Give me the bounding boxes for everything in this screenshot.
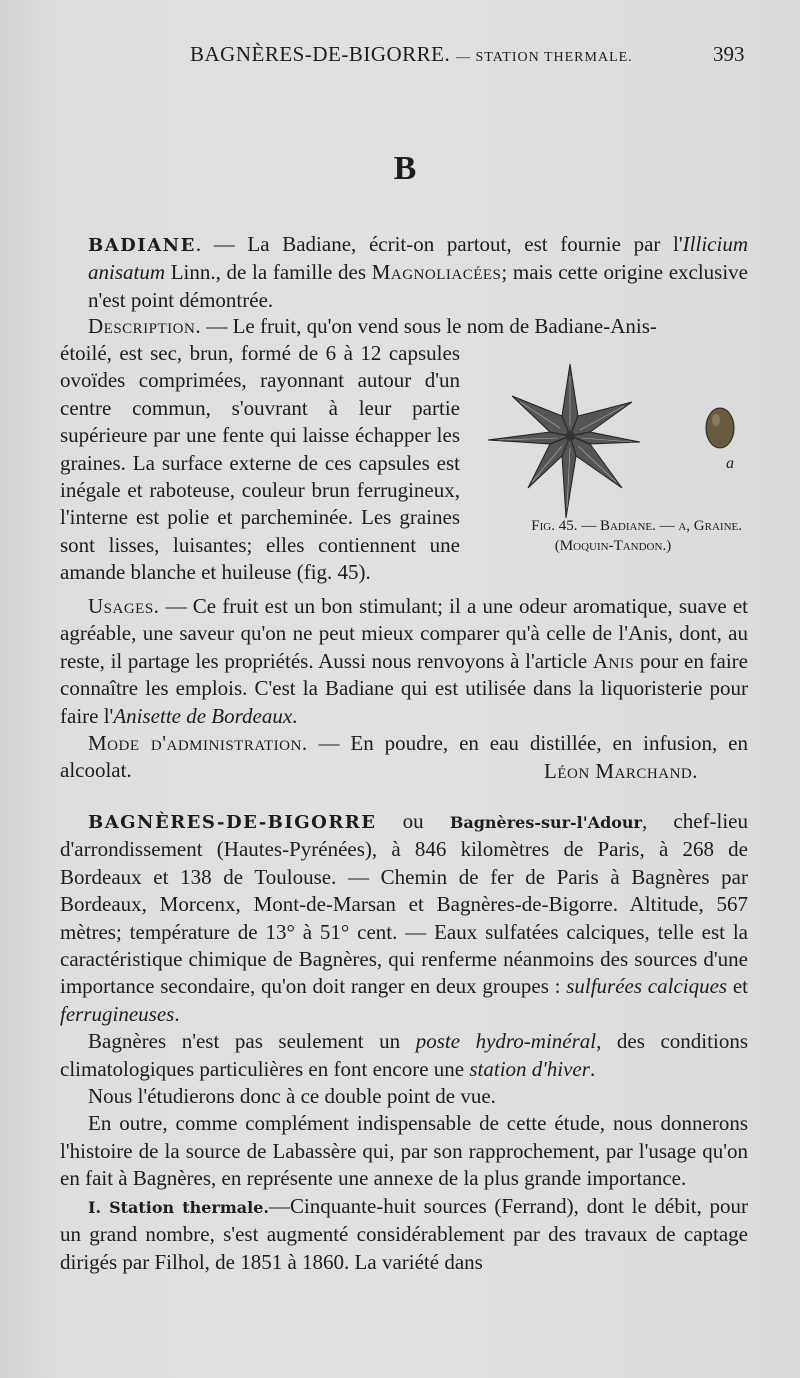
family-name: Magnoliacées bbox=[371, 260, 502, 285]
paragraph-4: En outre, comme complément indispensable de cette étude, nous donnerons l'histoire de la source de Labassère qui, par son rapprochement, par l'usage qu'on en fait à Bagnères, en représente une annexe de la plus grande importance. bbox=[60, 1111, 748, 1191]
station-thermale-label: I. Station thermale. bbox=[88, 1197, 269, 1217]
latin-name: Illicium anisatum bbox=[88, 232, 748, 285]
star-anise-icon bbox=[488, 364, 640, 518]
ferrugineuses-term: ferrugineuses bbox=[60, 1001, 175, 1026]
author-signature: Léon Marchand. bbox=[544, 758, 698, 783]
figure-caption bbox=[478, 516, 748, 556]
running-head-title: BAGNÈRES-DE-BIGORRE. — STATION THERMALE. bbox=[190, 42, 633, 66]
paragraph-3: Nous l'étudierons donc à ce double point de vue. bbox=[88, 1084, 496, 1109]
anis-reference: Anis bbox=[592, 648, 635, 673]
poste-term: poste hydro-minéral bbox=[415, 1029, 597, 1054]
bagneres-entry: BAGNÈRES-DE-BIGORRE ou Bagnères-sur-l'Adour, chef-lieu d'arrondissement (Hautes-Pyrénées), à 846 kilomètres de Paris, à 268 de Bordeaux et 138 de Toulouse. — Chemin de fer de Paris à Bagnères par Bordeaux, Morcenx, Mont-de-Marsan et Bagnères-de-Bigorre. Altitude, 567 mètres; température de 13° à 51° cent. — Eaux sulfatées calciques, telle est la caractéristique chimique de Bagnères, qui renferme néanmoins des sources d'une importance secondaire, qu'on doit ranger en deux groupes : sulfurées calciques et ferrugineuses. Bagnères n'est pas seulement un poste hydro-minéral, des conditions climatologiques particulières en font encore une station d'hiver. Nous l'étudierons donc à ce double point de vue. En outre, comme complément indispensable de cette étude, nous donnerons l'histoire de la source de Labassère qui, par son rapprochement, par l'usage qu'on en fait à Bagnères, en représente une annexe de la plus grande importance. I. Station thermale.—Cinquante-huit sources (Ferrand), dont le débit, pour un grand nombre, s'est augmenté considérablement par des travaux de captage dirigés par Filhol, de 1851 à 1860. La variété dans bbox=[60, 809, 749, 1274]
seed-label: a bbox=[726, 455, 734, 472]
caption-line-1: Fig. 45. — Badiane. — a, Graine. bbox=[531, 518, 742, 534]
alt-name: Bagnères-sur-l'Adour bbox=[449, 813, 642, 832]
mode-label: Mode d'administration. bbox=[88, 731, 308, 756]
entry-term-bagneres: BAGNÈRES-DE-BIGORRE bbox=[88, 812, 377, 833]
sulfurees-term: sulfurées calciques bbox=[566, 974, 728, 999]
usages-label: Usages. bbox=[88, 594, 160, 618]
usages-section: Usages. — Ce fruit est un bon stimulant; il a une odeur aromatique, suave et agréable, une saveur qu'on ne peut mieux comparer qu'à celle de l'Anis, dont, au reste, il partage les propriétés. Aussi nous renvoyons à l'article Anis pour en faire connaître les emplois. C'est la Badiane qui est utilisée dans la liquoristerie pour faire l'Anisette de Bordeaux. Mode d'administration. — En poudre, en eau distillée, en infusion, en alcoolat. Léon Marchand. bbox=[60, 593, 748, 785]
entry-term-badiane: BADIANE bbox=[88, 235, 196, 256]
anisette-title: Anisette de Bordeaux bbox=[113, 703, 293, 728]
station-hiver-term: station d'hiver bbox=[469, 1056, 590, 1081]
description-body: étoilé, est sec, brun, formé de 6 à 12 capsules ovoïdes comprimées, rayonnant autour d'un centre commun, s'ouvrant à leur partie supérieure par une fente qui laisse échapper les graines. La surface externe de ces capsules est inégale et raboteuse, couleur brun ferrugineux, l'interne est polie et parcheminée. Les graines sont lisses, luisantes; elles contiennent une amande blanche et huileuse (fig. 45). bbox=[60, 341, 460, 585]
badiane-intro: BADIANE. — La Badiane, écrit-on partout, est fournie par l'Illicium anisatum Linn., de la famille des Magnoliacées; mais cette origine exclusive n'est point démontrée. bbox=[88, 232, 749, 312]
running-head bbox=[0, 42, 800, 72]
page-number: 393 bbox=[713, 42, 745, 66]
description-heading: Description. — Le fruit, qu'on vend sous le nom de Badiane-Anis- bbox=[88, 314, 657, 338]
description-label: Description. bbox=[88, 314, 202, 338]
caption-line-2: (Moquin-Tandon.) bbox=[554, 538, 672, 554]
section-letter: B bbox=[393, 150, 417, 187]
running-head-subtitle: — STATION THERMALE. bbox=[456, 50, 633, 65]
seed-icon bbox=[706, 408, 734, 448]
star-anise-illustration bbox=[478, 358, 748, 518]
